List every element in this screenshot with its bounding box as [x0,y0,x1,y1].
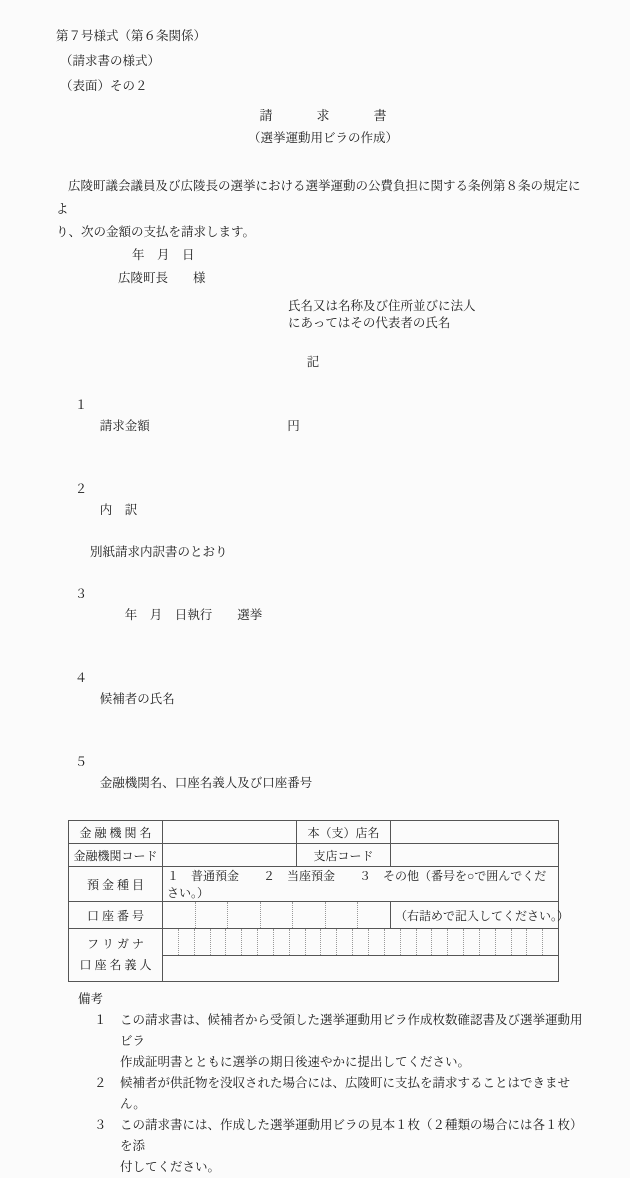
numbered-items [56,374,590,815]
label-branch-code: 支店コード [297,844,391,867]
grid-cell[interactable] [226,929,242,955]
item-1 [56,374,590,458]
item-4-label: 候補者の氏名 [99,692,175,706]
label-furigana-and-holder [69,929,163,982]
ki-marker: 記 [306,355,320,369]
grid-cell[interactable] [293,902,326,928]
grid-cell[interactable] [385,929,401,955]
label-institution-name: 金 融 機 関 名 [69,821,163,844]
furigana-cell-grid [163,929,558,955]
remark-item [94,1115,590,1178]
grid-cell[interactable] [306,929,322,955]
title-block [56,105,590,149]
input-institution-code[interactable] [163,844,297,867]
grid-cell[interactable] [417,929,433,955]
label-furigana: フ リ ガ ナ [86,937,144,951]
remark-text: この請求書には、作成した選挙運動用ビラの見本１枚（２種類の場合には各１枚）を添 付してください。 [120,1118,583,1174]
body-paragraph [56,175,590,244]
document-subtitle: （選挙運動用ビラの作成） [247,131,398,145]
addressee-line: 広陵町長 様 [118,271,206,285]
grid-cell[interactable] [211,929,227,955]
grid-cell[interactable] [448,929,464,955]
remarks-title: 備考 [78,992,104,1006]
table-row-institution-code [69,844,559,867]
item-5-label: 金融機関名、口座名義人及び口座番号 [99,776,313,790]
grid-cell[interactable] [321,929,337,955]
label-account-holder: 口 座 名 義 人 [79,958,152,972]
item-4 [56,647,590,731]
grid-cell[interactable] [401,929,417,955]
remark-text: この請求書は、候補者から受領した選挙運動用ビラ作成枚数確認書及び選挙運動用ビラ 作成証明書とともに選挙の期日後速やかに提出してください。 [120,1013,583,1069]
options-deposit-type[interactable]: １ 普通預金 ２ 当座預金 ３ その他（番号を○で囲んでください。） [163,867,559,902]
input-branch-code[interactable] [391,844,559,867]
remark-item [94,1073,590,1115]
grid-cell[interactable] [358,902,390,928]
grid-cell[interactable] [242,929,258,955]
date-line: 年 月 日 [132,248,195,262]
item-5 [56,731,590,815]
table-row-furigana [69,929,559,956]
grid-cell[interactable] [163,929,179,955]
remark-text: 候補者が供託物を没収された場合には、広陵町に支払を請求することはできません。 [120,1076,571,1111]
note-account-number: （右詰めで記入してください。） [391,902,559,929]
grid-cell[interactable] [353,929,369,955]
grid-cell[interactable] [432,929,448,955]
input-account-number[interactable] [163,902,391,929]
signer-line-1: 氏名又は名称及び住所並びに法人 [288,299,476,313]
body-paragraph-line-2: り、次の金額の支払を請求します。 [56,225,256,239]
form-number: 第７号様式（第６条関係） [56,29,207,43]
item-2-number: ２ [74,482,88,496]
item-2-sublabel: 別紙請求内訳書のとおり [90,545,228,559]
remarks-section [78,989,590,1178]
grid-cell[interactable] [496,929,512,955]
form-page-label: （表面）その２ [60,79,148,93]
grid-cell[interactable] [196,902,229,928]
form-header [56,24,590,99]
grid-cell[interactable] [163,902,196,928]
label-account-number: 口 座 番 号 [69,902,163,929]
grid-cell[interactable] [527,929,543,955]
grid-cell[interactable] [290,929,306,955]
grid-cell[interactable] [179,929,195,955]
table-row-deposit-type [69,867,559,902]
item-2 [56,458,590,542]
grid-cell[interactable] [195,929,211,955]
label-deposit-type: 預 金 種 目 [69,867,163,902]
grid-cell[interactable] [512,929,528,955]
grid-cell[interactable] [369,929,385,955]
bank-account-table [68,820,570,982]
grid-cell[interactable] [337,929,353,955]
input-account-holder[interactable] [163,956,559,982]
item-2-label: 内 訳 [99,503,138,517]
input-furigana[interactable] [163,929,559,956]
item-3-label: 年 月 日執行 選挙 [99,608,263,622]
input-branch-name[interactable] [391,821,559,844]
signer-block [56,298,590,332]
grid-cell[interactable] [464,929,480,955]
item-3 [56,563,590,647]
label-institution-code: 金融機関コード [69,844,163,867]
item-4-number: ４ [74,671,88,685]
item-1-unit: 円 [287,419,300,433]
grid-cell[interactable] [261,902,294,928]
item-1-number: １ [74,398,88,412]
grid-cell[interactable] [228,902,261,928]
grid-cell[interactable] [274,929,290,955]
signer-line-2: にあってはその代表者の氏名 [288,316,451,330]
label-branch-name: 本（支）店名 [297,821,391,844]
remark-item [94,1010,590,1073]
item-1-label: 請求金額 [99,419,150,433]
remark-number: ２ [94,1076,107,1090]
item-5-number: ５ [74,755,88,769]
grid-cell[interactable] [326,902,359,928]
document-title: 請求書 [259,108,431,123]
remark-number: ３ [94,1118,107,1132]
table-row-institution-name [69,821,559,844]
form-kind: （請求書の様式） [60,54,161,68]
grid-cell[interactable] [543,929,558,955]
input-institution-name[interactable] [163,821,297,844]
grid-cell[interactable] [258,929,274,955]
body-paragraph-line-1: 広陵町議会議員及び広陵長の選挙における選挙運動の公費負担に関する条例第８条の規定によ [56,179,581,216]
account-number-cell-grid [163,902,390,928]
remark-number: １ [94,1013,107,1027]
grid-cell[interactable] [480,929,496,955]
table-row-account-number [69,902,559,929]
item-3-number: ３ [74,587,88,601]
